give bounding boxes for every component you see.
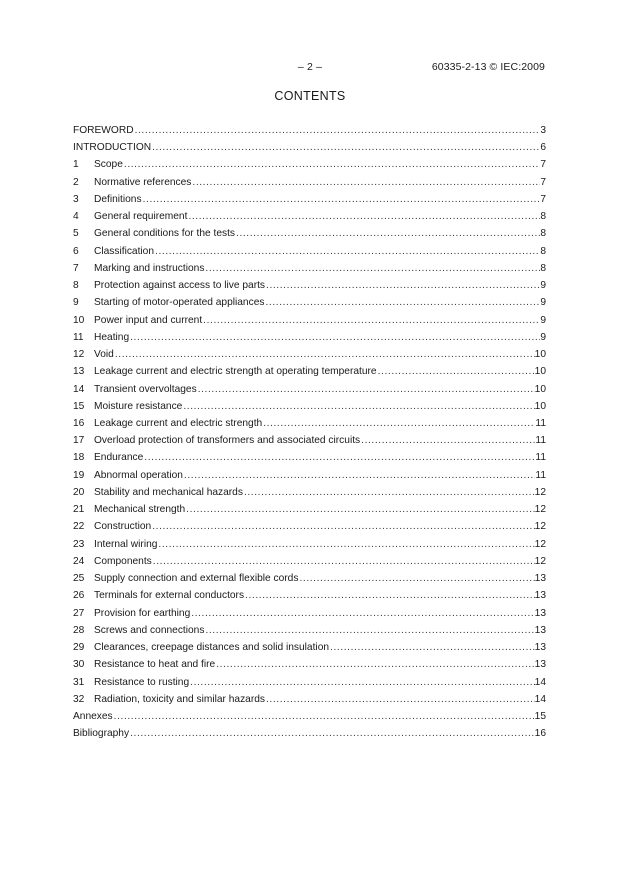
toc-entry-number: 21 [73, 504, 85, 516]
toc-entry[interactable] [73, 122, 546, 139]
toc-entry-label: Leakage current and electric strength [94, 417, 263, 429]
toc-entry-number: 2 [73, 176, 79, 188]
toc-entry-number: 25 [73, 573, 85, 585]
toc-entry-label: General conditions for the tests [94, 228, 236, 240]
toc-entry[interactable] [73, 691, 546, 708]
toc-entry-page: 9 [540, 314, 546, 326]
toc-dot-leader [142, 191, 541, 208]
toc-entry-number: 32 [73, 693, 85, 705]
toc-entry-number: 1 [73, 159, 79, 171]
toc-entry-page: 9 [540, 331, 546, 343]
toc-entry-number: 12 [73, 349, 85, 361]
toc-dot-leader [187, 208, 540, 225]
toc-entry[interactable] [73, 449, 546, 466]
toc-entry[interactable] [73, 587, 546, 604]
toc-entry[interactable] [73, 312, 546, 329]
toc-entry[interactable] [73, 225, 546, 242]
toc-dot-leader [123, 156, 540, 173]
toc-entry-label: Normative references [94, 176, 192, 188]
toc-entry-page: 8 [540, 262, 546, 274]
toc-dot-leader [329, 639, 535, 656]
toc-entry-number: 6 [73, 245, 79, 257]
toc-entry-label: Classification [94, 245, 155, 257]
toc-dot-leader [235, 225, 540, 242]
toc-entry[interactable] [73, 622, 546, 639]
toc-dot-leader [191, 174, 540, 191]
toc-entry-page: 13 [534, 659, 546, 671]
toc-dot-leader [377, 363, 535, 380]
toc-entry-label: Leakage current and electric strength at operating temperature [94, 366, 377, 378]
toc-entry[interactable] [73, 156, 546, 173]
toc-dot-leader [360, 432, 535, 449]
toc-entry[interactable] [73, 674, 546, 691]
toc-dot-leader [183, 467, 536, 484]
toc-entry-label: Heating [94, 331, 130, 343]
toc-entry-page: 12 [534, 538, 546, 550]
toc-entry-page: 8 [540, 245, 546, 257]
toc-entry-label: Provision for earthing [94, 607, 191, 619]
toc-entry-number: 8 [73, 280, 79, 292]
toc-entry-number: 23 [73, 538, 85, 550]
toc-entry-number: 26 [73, 590, 85, 602]
toc-entry-page: 11 [535, 435, 546, 447]
toc-entry-label: Transient overvoltages [94, 383, 197, 395]
toc-entry[interactable] [73, 139, 546, 156]
toc-entry-label: Starting of motor-operated appliances [94, 297, 265, 309]
toc-entry-number: 18 [73, 452, 85, 464]
toc-entry-page: 10 [534, 366, 546, 378]
toc-entry-page: 9 [540, 297, 546, 309]
toc-entry-label: Components [94, 555, 152, 567]
toc-entry-page: 10 [534, 383, 546, 395]
toc-entry-number: 13 [73, 366, 85, 378]
toc-entry-label: Scope [94, 159, 123, 171]
toc-entry-page: 13 [534, 573, 546, 585]
toc-entry[interactable] [73, 363, 546, 380]
toc-entry-label: Screws and connections [94, 624, 205, 636]
toc-dot-leader [151, 139, 540, 156]
toc-dot-leader [202, 312, 540, 329]
toc-entry-page: 13 [534, 642, 546, 654]
toc-entry-label: Radiation, toxicity and similar hazards [94, 693, 265, 705]
toc-entry-page: 10 [534, 349, 546, 361]
toc-entry-label: Annexes [73, 710, 113, 722]
toc-dot-leader [157, 536, 534, 553]
toc-entry-page: 6 [540, 142, 546, 154]
toc-entry-page: 13 [534, 624, 546, 636]
toc-entry-page: 12 [534, 555, 546, 567]
toc-entry-number: 29 [73, 642, 85, 654]
toc-entry-label: General requirement [94, 211, 188, 223]
toc-entry-label: Clearances, creepage distances and solid insulation [94, 642, 330, 654]
toc-entry-page: 3 [540, 125, 546, 136]
toc-dot-leader [189, 674, 535, 691]
toc-entry-label: Moisture resistance [94, 400, 183, 412]
toc-entry-number: 3 [73, 193, 79, 205]
toc-dot-leader [244, 587, 535, 604]
toc-entry-page: 12 [534, 521, 546, 533]
toc-entry-page: 14 [534, 693, 546, 705]
toc-entry[interactable] [73, 708, 546, 725]
toc-entry-label: Resistance to rusting [94, 676, 190, 688]
toc-dot-leader [154, 243, 540, 260]
toc-entry[interactable] [73, 260, 546, 277]
contents-title: CONTENTS [274, 89, 346, 103]
toc-dot-leader [182, 398, 534, 415]
toc-entry[interactable] [73, 467, 546, 484]
table-of-contents [73, 122, 546, 742]
toc-entry-page: 11 [535, 417, 546, 429]
toc-dot-leader [134, 122, 541, 139]
toc-entry-label: Power input and current [94, 314, 203, 326]
toc-entry[interactable] [73, 605, 546, 622]
toc-entry-label: Void [94, 349, 114, 361]
toc-entry[interactable] [73, 484, 546, 501]
toc-entry[interactable] [73, 277, 546, 294]
toc-dot-leader [114, 346, 535, 363]
toc-entry-number: 22 [73, 521, 85, 533]
toc-dot-leader [262, 415, 535, 432]
toc-entry[interactable] [73, 656, 546, 673]
toc-dot-leader [151, 518, 534, 535]
header-page-number: – 2 – [297, 61, 323, 73]
toc-entry-label: Internal wiring [94, 538, 158, 550]
toc-entry[interactable] [73, 639, 546, 656]
toc-entry[interactable] [73, 294, 546, 311]
toc-entry-number: 14 [73, 383, 85, 395]
toc-entry-page: 8 [540, 228, 546, 240]
toc-dot-leader [204, 260, 540, 277]
toc-dot-leader [152, 553, 535, 570]
toc-dot-leader [265, 277, 540, 294]
toc-entry[interactable] [73, 432, 546, 449]
toc-dot-leader [204, 622, 534, 639]
toc-entry-number: 20 [73, 486, 85, 498]
toc-entry[interactable] [73, 536, 546, 553]
toc-entry-page: 9 [540, 280, 546, 292]
toc-entry[interactable] [73, 553, 546, 570]
toc-entry-label: Supply connection and external flexible cords [94, 573, 299, 585]
toc-entry-label: FOREWORD [73, 125, 134, 136]
toc-dot-leader [113, 708, 535, 725]
toc-entry-label: INTRODUCTION [73, 142, 152, 154]
header-document-id: 60335-2-13 © IEC:2009 [431, 61, 545, 73]
toc-entry[interactable] [73, 191, 546, 208]
toc-entry-page: 13 [534, 590, 546, 602]
toc-entry-number: 4 [73, 211, 79, 223]
toc-dot-leader [190, 605, 534, 622]
toc-dot-leader [265, 691, 535, 708]
toc-dot-leader [215, 656, 534, 673]
toc-entry-page: 12 [534, 486, 546, 498]
toc-dot-leader [185, 501, 534, 518]
toc-entry-number: 15 [73, 400, 85, 412]
toc-entry[interactable] [73, 208, 546, 225]
toc-entry-label: Protection against access to live parts [94, 280, 266, 292]
toc-entry-number: 17 [73, 435, 85, 447]
toc-entry-page: 7 [540, 193, 546, 205]
toc-entry-number: 9 [73, 297, 79, 309]
toc-entry-number: 5 [73, 228, 79, 240]
toc-entry-label: Bibliography [73, 728, 130, 740]
toc-entry-number: 27 [73, 607, 85, 619]
toc-entry-page: 10 [534, 400, 546, 412]
toc-entry-number: 11 [73, 331, 84, 343]
toc-entry-label: Abnormal operation [94, 469, 183, 481]
toc-dot-leader [298, 570, 534, 587]
toc-entry-number: 19 [73, 469, 85, 481]
toc-entry-label: Marking and instructions [94, 262, 205, 274]
toc-entry-page: 14 [534, 676, 546, 688]
toc-entry[interactable] [73, 415, 546, 432]
toc-dot-leader [264, 294, 540, 311]
toc-entry-page: 12 [534, 504, 546, 516]
toc-entry-label: Stability and mechanical hazards [94, 486, 243, 498]
toc-entry-number: 24 [73, 555, 85, 567]
toc-entry[interactable] [73, 501, 546, 518]
toc-entry[interactable] [73, 329, 546, 346]
toc-entry-page: 13 [534, 607, 546, 619]
toc-entry-page: 15 [534, 710, 546, 722]
toc-entry-page: 8 [540, 211, 546, 223]
toc-entry[interactable] [73, 570, 546, 587]
toc-entry-label: Terminals for external conductors [94, 590, 245, 602]
toc-entry-label: Overload protection of transformers and associated circuits [94, 435, 361, 447]
toc-entry-number: 31 [73, 676, 85, 688]
toc-entry[interactable] [73, 518, 546, 535]
toc-entry-label: Construction [94, 521, 152, 533]
toc-entry[interactable] [73, 398, 546, 415]
toc-entry-page: 16 [534, 728, 546, 740]
toc-entry-label: Definitions [94, 193, 142, 205]
toc-entry[interactable] [73, 243, 546, 260]
toc-dot-leader [129, 725, 535, 742]
toc-entry-number: 30 [73, 659, 85, 671]
toc-entry-label: Resistance to heat and fire [94, 659, 216, 671]
toc-entry-page: 7 [540, 159, 546, 171]
toc-entry-page: 11 [535, 469, 546, 481]
toc-entry[interactable] [73, 725, 546, 742]
toc-entry[interactable] [73, 381, 546, 398]
toc-entry-number: 16 [73, 417, 85, 429]
toc-entry[interactable] [73, 346, 546, 363]
toc-dot-leader [197, 381, 535, 398]
toc-entry-label: Endurance [94, 452, 144, 464]
toc-entry-page: 11 [535, 452, 546, 464]
toc-entry-label: Mechanical strength [94, 504, 186, 516]
toc-dot-leader [243, 484, 535, 501]
toc-entry-number: 28 [73, 624, 85, 636]
toc-entry-page: 7 [540, 176, 546, 188]
toc-entry[interactable] [73, 174, 546, 191]
toc-dot-leader [143, 449, 535, 466]
toc-dot-leader [129, 329, 540, 346]
toc-entry-number: 10 [73, 314, 85, 326]
toc-entry-number: 7 [73, 262, 79, 274]
